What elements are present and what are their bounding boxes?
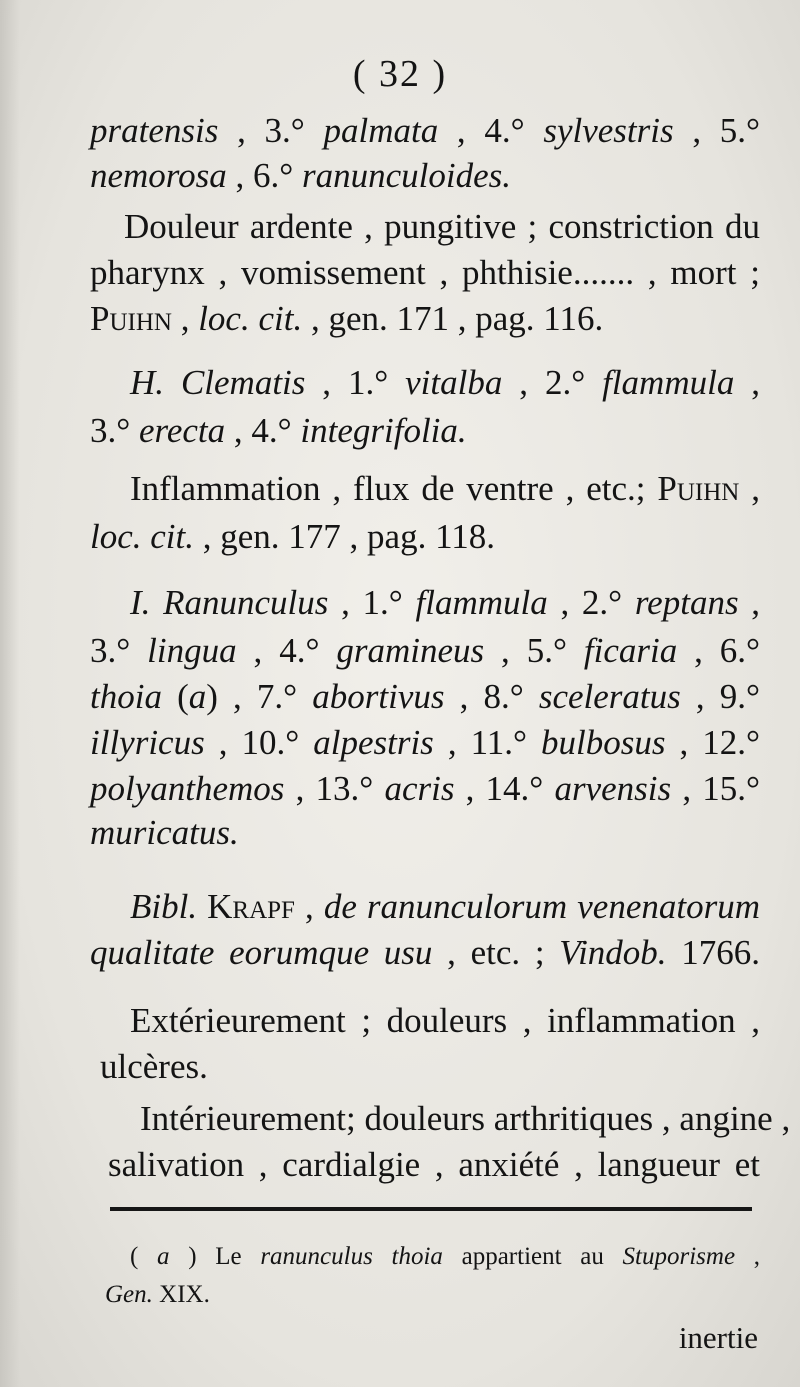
text-segment: , 2.° [547, 583, 635, 622]
text-segment: ranunculus thoia [260, 1243, 443, 1270]
text-segment: H. Clematis [130, 363, 306, 402]
text-line-8 [130, 466, 760, 512]
text-segment: Stuporisme [622, 1243, 736, 1270]
text-line-10 [130, 580, 760, 626]
text-segment: , 6.° [226, 156, 303, 195]
text-segment: , gen. 177 , pag. 118. [194, 517, 496, 556]
text-line-18 [130, 998, 760, 1044]
text-segment: ( [161, 677, 189, 716]
text-line-5 [90, 296, 660, 342]
text-segment: , 3.° [218, 111, 324, 150]
text-segment: lingua [147, 631, 237, 670]
text-segment: flammula [602, 363, 735, 402]
text-segment: ( [130, 1243, 158, 1270]
text-segment: I. Ranunculus [130, 583, 329, 622]
footnote-line-1 [130, 1240, 760, 1274]
text-line-7 [90, 408, 760, 454]
text-segment: , [171, 299, 199, 338]
text-segment: appartient au [442, 1243, 623, 1270]
text-segment: , 4.° [225, 411, 301, 450]
text-segment: , 8.° [444, 677, 539, 716]
text-line-21 [108, 1142, 760, 1188]
text-segment: , 5.° [484, 631, 584, 670]
spine-shadow [0, 0, 20, 1387]
text-segment: 3.° [90, 631, 148, 670]
text-segment: gramineus [336, 631, 485, 670]
text-segment: , [739, 469, 761, 508]
text-segment: abortivus [312, 677, 445, 716]
text-line-3 [124, 204, 760, 250]
text-segment: ulcères. [100, 1047, 208, 1086]
text-segment: , 6.° [677, 631, 761, 670]
text-line-12 [90, 674, 760, 720]
text-segment: , 1.° [305, 363, 406, 402]
text-segment: pharynx , vomissement , phthisie....... , mort ; [90, 253, 760, 292]
text-segment: Puihn [90, 299, 172, 338]
text-segment: Krapf [207, 887, 295, 926]
text-line-9 [90, 514, 760, 560]
text-line-15 [90, 810, 760, 856]
text-segment: , gen. 171 , pag. 116. [302, 299, 604, 338]
text-segment: nemorosa [90, 156, 227, 195]
text-segment: sylvestris [543, 111, 674, 150]
text-line-17 [90, 930, 760, 976]
text-segment: ficaria [583, 631, 678, 670]
text-segment: , 14.° [454, 769, 555, 808]
text-segment [197, 887, 207, 926]
text-segment: Gen. [105, 1281, 153, 1308]
text-segment: integrifolia. [300, 411, 467, 450]
text-segment: XIX. [152, 1281, 210, 1308]
text-segment: qualitate eorumque usu [90, 933, 433, 972]
text-segment: Inflammation , flux de ventre , etc.; [130, 469, 658, 508]
text-segment: erecta [139, 411, 226, 450]
catchword: inertie [678, 1320, 758, 1355]
text-segment: Vindob. [559, 933, 667, 972]
text-line-6 [130, 360, 760, 406]
text-segment: , 9.° [680, 677, 761, 716]
text-segment: ranunculoides. [302, 156, 512, 195]
text-segment: 3.° [90, 411, 139, 450]
text-segment: pratensis [90, 111, 219, 150]
text-segment: , [735, 1243, 760, 1270]
text-line-16 [130, 884, 760, 930]
text-line-4 [90, 250, 760, 296]
text-segment: loc. cit. [198, 299, 303, 338]
text-segment: Extérieurement ; douleurs , inflammation , [130, 1001, 760, 1040]
text-segment: , 11.° [433, 723, 542, 762]
text-segment: arvensis [554, 769, 672, 808]
text-segment: vitalba [405, 363, 503, 402]
text-segment: , 4.° [438, 111, 544, 150]
text-segment: palmata [323, 111, 439, 150]
text-line-13 [90, 720, 760, 766]
text-segment: polyanthemos [90, 769, 285, 808]
text-segment: flammula [415, 583, 548, 622]
text-line-2 [90, 153, 760, 199]
text-segment: , [738, 583, 761, 622]
text-line-19 [100, 1044, 760, 1090]
text-segment: bulbosus [541, 723, 666, 762]
text-segment: , 15.° [671, 769, 760, 808]
text-segment: loc. cit. [90, 517, 194, 556]
text-segment: , 1.° [328, 583, 416, 622]
text-segment: Intérieurement; douleurs arthritiques , angine , [140, 1099, 791, 1138]
text-segment: muricatus. [90, 813, 239, 852]
text-segment: , [294, 887, 324, 926]
text-segment: , [734, 363, 761, 402]
text-segment: illyricus [90, 723, 205, 762]
text-line-11 [90, 628, 760, 674]
text-segment: , 12.° [665, 723, 761, 762]
text-segment: 1766. [666, 933, 760, 972]
text-segment: alpestris [313, 723, 434, 762]
text-segment: , 13.° [284, 769, 385, 808]
text-segment: thoia [90, 677, 162, 716]
text-segment: Douleur ardente , pungitive ; constriction du [124, 207, 760, 246]
text-segment: Puihn [657, 469, 740, 508]
text-segment: acris [384, 769, 455, 808]
text-segment: Bibl. [130, 887, 198, 926]
text-segment: , 5.° [673, 111, 761, 150]
text-segment: , 4.° [236, 631, 337, 670]
footnote-rule [110, 1207, 752, 1211]
text-segment: ) , 7.° [206, 677, 313, 716]
text-line-14 [90, 766, 760, 812]
text-line-20 [140, 1096, 791, 1142]
page-number: ( 32 ) [352, 53, 448, 95]
footnote-line-2 [105, 1278, 705, 1312]
text-segment: a [157, 1243, 170, 1270]
text-segment: , 10.° [204, 723, 314, 762]
text-segment: , 2.° [502, 363, 603, 402]
text-segment: reptans [634, 583, 739, 622]
text-line-1 [90, 108, 760, 154]
text-segment: salivation , cardialgie , anxiété , langueur et [108, 1145, 760, 1184]
text-segment: sceleratus [538, 677, 681, 716]
text-segment: , etc. ; [432, 933, 560, 972]
text-segment: ) Le [169, 1243, 261, 1270]
text-segment: de ranunculorum venenatorum [323, 887, 760, 926]
text-segment: a [188, 677, 207, 716]
